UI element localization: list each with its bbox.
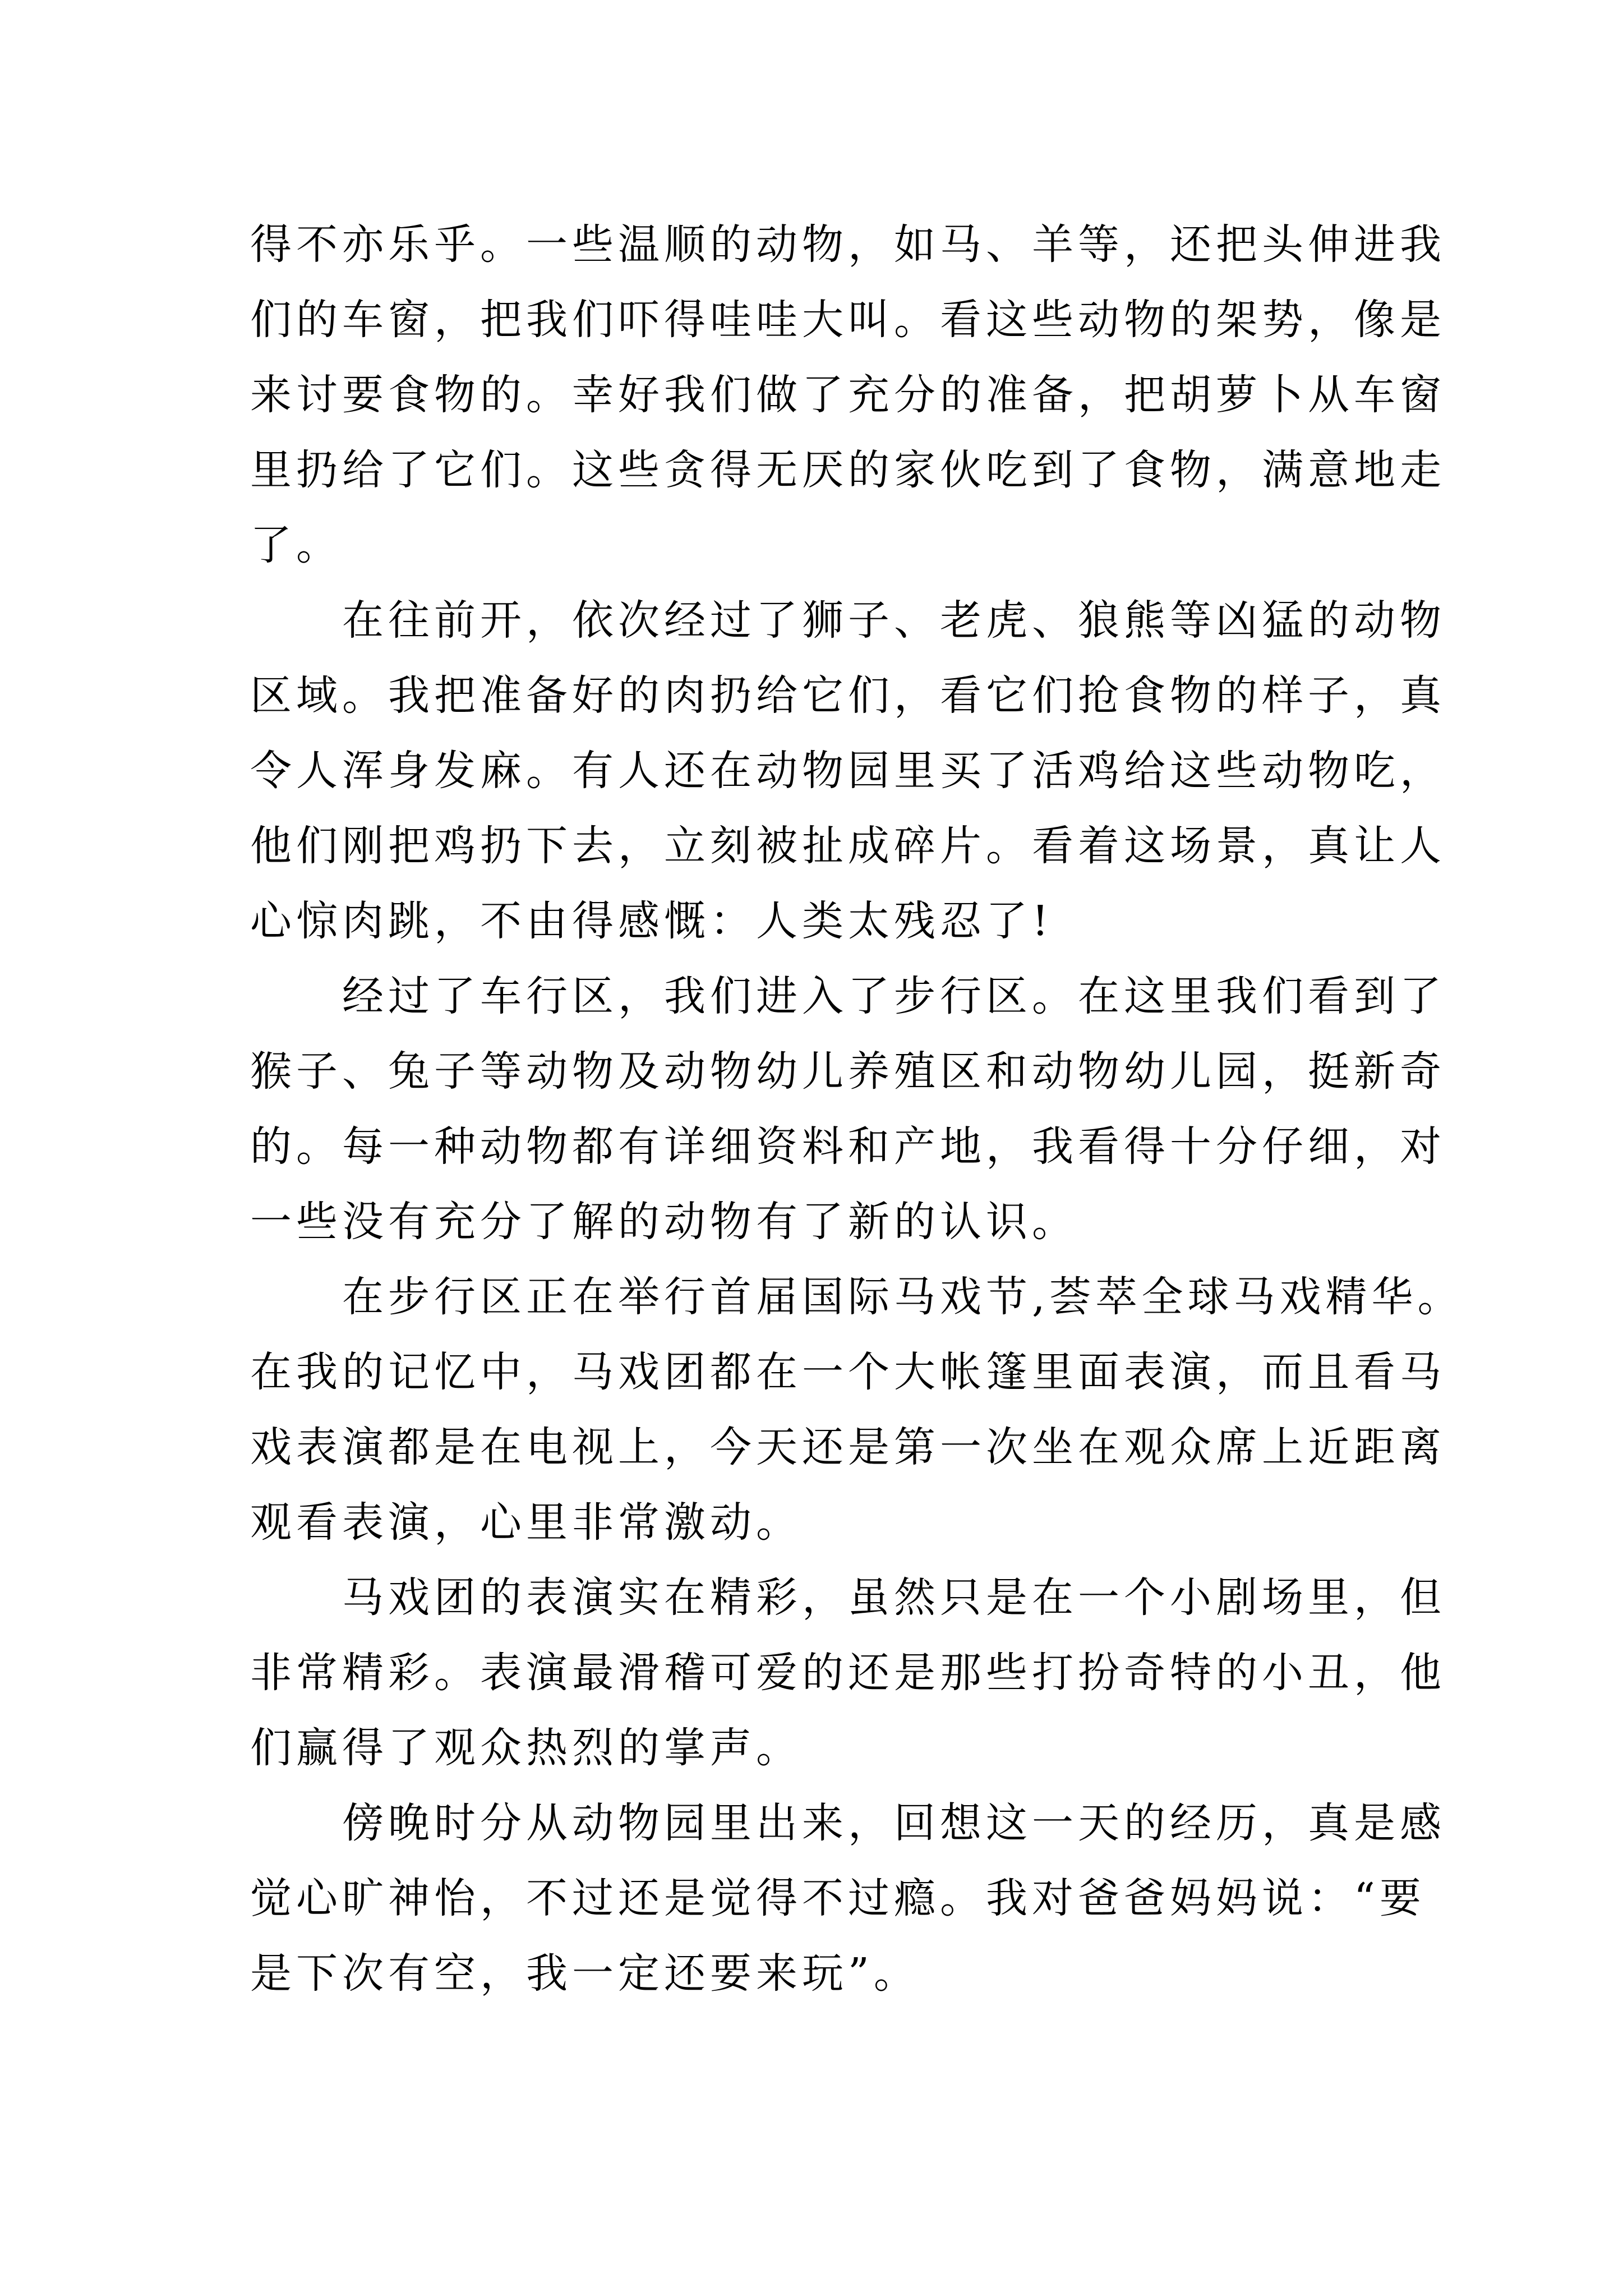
- text-line: 在往前开，依次经过了狮子、老虎、狼熊等凶猛的动物: [250, 596, 1446, 645]
- text-line: 在我的记忆中，马戏团都在一个大帐篷里面表演，而且看马: [250, 1348, 1446, 1396]
- text-line: 经过了车行区，我们进入了步行区。在这里我们看到了: [250, 972, 1446, 1020]
- text-line: 观看表演，心里非常激动。: [250, 1498, 802, 1547]
- text-line: 的。每一种动物都有详细资料和产地，我看得十分仔细，对: [250, 1122, 1446, 1171]
- text-line: 得不亦乐乎。一些温顺的动物，如马、羊等，还把头伸进我: [250, 220, 1446, 269]
- document-body: [250, 207, 1464, 2011]
- text-line: 心惊肉跳，不由得感慨：人类太残忍了!: [250, 897, 1053, 945]
- text-line: 来讨要食物的。幸好我们做了充分的准备，把胡萝卜从车窗: [250, 371, 1446, 419]
- text-line: 非常精彩。表演最滑稽可爱的还是那些打扮奇特的小丑，他: [250, 1649, 1446, 1697]
- text-line: 令人浑身发麻。有人还在动物园里买了活鸡给这些动物吃，: [250, 747, 1446, 795]
- text-line: 他们刚把鸡扔下去，立刻被扯成碎片。看着这场景，真让人: [250, 822, 1446, 870]
- text-line: 区域。我把准备好的肉扔给它们，看它们抢食物的样子，真: [250, 671, 1446, 720]
- text-line: 里扔给了它们。这些贪得无厌的家伙吃到了食物，满意地走: [250, 446, 1446, 494]
- text-line: 了。: [250, 521, 342, 569]
- text-line: 猴子、兔子等动物及动物幼儿养殖区和动物幼儿园，挺新奇: [250, 1047, 1446, 1096]
- text-line: 觉心旷神怡，不过还是觉得不过瘾。我对爸爸妈妈说：“要: [250, 1874, 1426, 1922]
- text-line: 傍晚时分从动物园里出来，回想这一天的经历，真是感: [250, 1799, 1446, 1847]
- text-line: 在步行区正在举行首届国际马戏节,荟萃全球马戏精华。: [250, 1273, 1464, 1321]
- text-line: 戏表演都是在电视上，今天还是第一次坐在观众席上近距离: [250, 1423, 1446, 1471]
- text-line: 是下次有空，我一定还要来玩”。: [250, 1949, 920, 1998]
- text-line: 一些没有充分了解的动物有了新的认识。: [250, 1198, 1078, 1246]
- text-line: 马戏团的表演实在精彩，虽然只是在一个小剧场里，但: [250, 1573, 1446, 1622]
- text-line: 们的车窗，把我们吓得哇哇大叫。看这些动物的架势，像是: [250, 296, 1446, 344]
- text-line: 们赢得了观众热烈的掌声。: [250, 1724, 802, 1772]
